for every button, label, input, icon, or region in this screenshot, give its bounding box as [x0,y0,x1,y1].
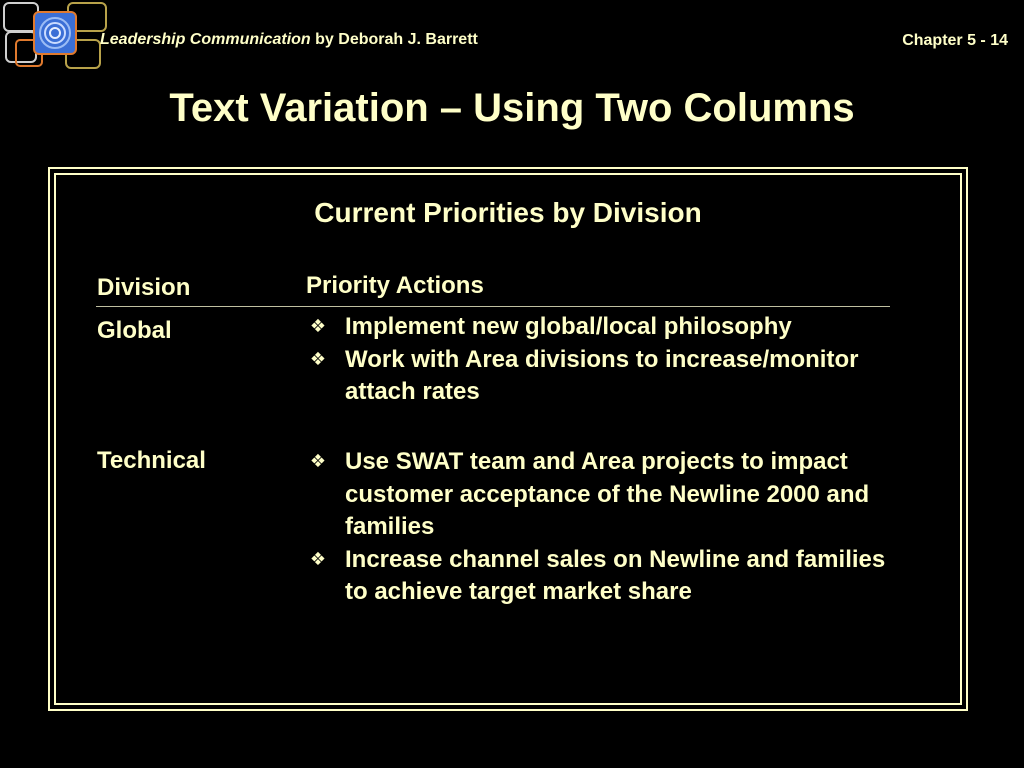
content-frame [48,167,968,711]
diamond-bullet-icon: ❖ [309,348,327,370]
diamond-bullet-icon: ❖ [309,451,327,472]
diamond-bullet-icon: ❖ [309,548,327,570]
diamond-bullet-icon: ❖ [309,316,327,337]
box-title: Current Priorities by Division [314,197,702,228]
header-divider [96,306,890,307]
chapter-page-label: Chapter 5 - 14 [902,32,1008,49]
column-header-actions: Priority Actions [306,272,484,299]
spiral-squares-logo-icon [0,0,110,72]
action-text: Work with Area divisions to increase/monitor attach rates [345,345,859,405]
slide-title: Text Variation – Using Two Columns [169,86,855,130]
book-title: Leadership Communication [100,31,311,48]
action-text: Implement new global/local philosophy [345,313,792,340]
list-item [306,311,886,344]
division-global: Global [97,317,172,344]
actions-list-technical [306,446,886,609]
action-text: Use SWAT team and Area projects to impact customer acceptance of the Newline 2000 and families [345,448,870,540]
column-header-division: Division [97,274,191,301]
author-credit: by Deborah J. Barrett [310,31,478,48]
list-item [306,544,886,609]
list-item [306,344,886,409]
list-item [306,446,886,544]
actions-list-global [306,311,886,409]
action-text: Increase channel sales on Newline and families to achieve target market share [345,545,886,605]
header-book-credit [100,31,478,49]
content-frame-inner [54,173,962,705]
logo [0,0,110,72]
division-technical: Technical [97,447,206,474]
